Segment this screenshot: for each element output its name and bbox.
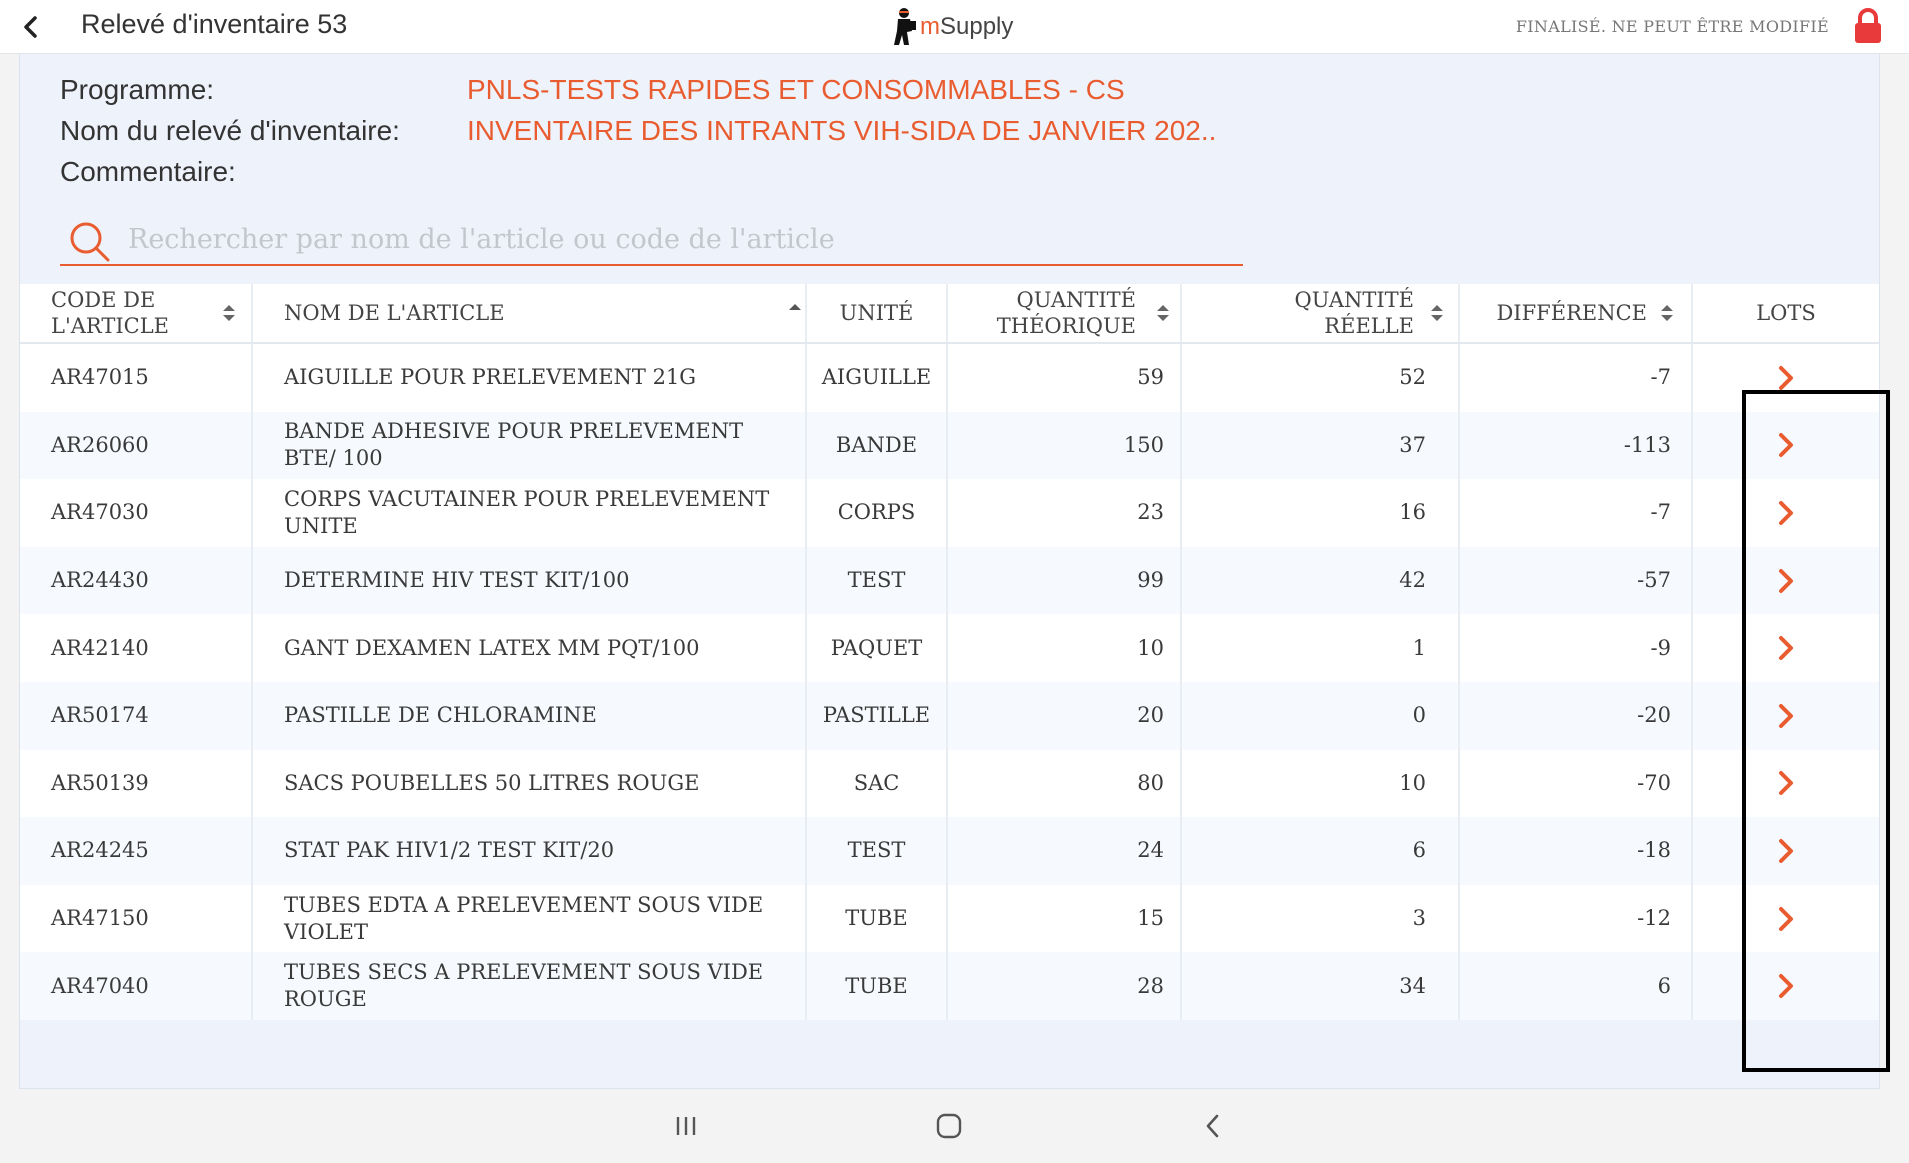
search-input[interactable] <box>126 218 1230 260</box>
lots-cell <box>1693 750 1879 818</box>
theoretical-quantity-cell <box>948 614 1182 682</box>
table-row[interactable] <box>20 614 1879 682</box>
actual-quantity: 10 <box>1399 770 1426 795</box>
sort-icon <box>1430 302 1444 324</box>
programme-value: PNLS-TESTS RAPIDES ET CONSOMMABLES - CS <box>467 74 1125 105</box>
sort-icon <box>1156 302 1170 324</box>
lots-cell <box>1693 479 1879 547</box>
column-header-theoretical-qty-label: QUANTITÉ THÉORIQUE <box>996 288 1136 338</box>
column-header-actual-qty-label: QUANTITÉ RÉELLE <box>1294 288 1414 338</box>
column-header-code[interactable] <box>20 284 253 342</box>
actual-quantity-cell <box>1182 479 1460 547</box>
recent-apps-button[interactable] <box>666 1108 706 1144</box>
table-row[interactable] <box>20 547 1879 615</box>
theoretical-quantity-cell <box>948 750 1182 818</box>
back-icon <box>1204 1113 1222 1139</box>
theoretical-quantity: 150 <box>1123 432 1164 457</box>
item-unit: TEST <box>847 568 906 593</box>
table-row[interactable] <box>20 817 1879 885</box>
item-name: DETERMINE HIV TEST KIT/100 <box>284 568 630 593</box>
msupply-figure-icon <box>890 7 918 47</box>
actual-quantity-cell <box>1182 412 1460 480</box>
item-name-cell <box>253 750 807 818</box>
column-header-name-label: NOM DE L'ARTICLE <box>284 301 505 325</box>
chevron-right-icon <box>1777 703 1795 729</box>
item-code-cell <box>20 682 253 750</box>
item-name-cell <box>253 479 807 547</box>
item-code-cell <box>20 817 253 885</box>
search-icon <box>68 220 112 264</box>
stocktake-name-value: INVENTAIRE DES INTRANTS VIH-SIDA DE JANVIER 202.. <box>467 115 1217 146</box>
item-unit: SAC <box>853 770 900 795</box>
difference-cell <box>1460 479 1693 547</box>
open-lots-button[interactable] <box>1771 363 1801 393</box>
actual-quantity-cell <box>1182 682 1460 750</box>
theoretical-quantity: 24 <box>1137 838 1164 863</box>
item-unit: TEST <box>847 838 906 863</box>
theoretical-quantity: 23 <box>1137 500 1164 525</box>
item-name-cell <box>253 412 807 480</box>
theoretical-quantity: 20 <box>1137 703 1164 728</box>
chevron-right-icon <box>1777 635 1795 661</box>
item-name-cell <box>253 614 807 682</box>
open-lots-button[interactable] <box>1771 430 1801 460</box>
theoretical-quantity-cell <box>948 412 1182 480</box>
difference: -7 <box>1650 365 1671 390</box>
item-code: AR47040 <box>51 973 149 998</box>
item-code-cell <box>20 479 253 547</box>
actual-quantity: 42 <box>1399 568 1426 593</box>
chevron-right-icon <box>1777 838 1795 864</box>
item-name: SACS POUBELLES 50 LITRES ROUGE <box>284 770 700 795</box>
theoretical-quantity-cell <box>948 885 1182 953</box>
open-lots-button[interactable] <box>1771 836 1801 866</box>
item-code: AR24430 <box>51 568 149 593</box>
item-name-cell <box>253 885 807 953</box>
theoretical-quantity: 80 <box>1137 770 1164 795</box>
actual-quantity: 6 <box>1412 838 1426 863</box>
item-code-cell <box>20 412 253 480</box>
item-name-cell <box>253 817 807 885</box>
theoretical-quantity-cell <box>948 547 1182 615</box>
actual-quantity-cell <box>1182 547 1460 615</box>
theoretical-quantity-cell <box>948 682 1182 750</box>
column-header-unit-label: UNITÉ <box>839 301 914 325</box>
open-lots-button[interactable] <box>1771 701 1801 731</box>
lots-cell <box>1693 952 1879 1020</box>
difference-cell <box>1460 547 1693 615</box>
actual-quantity-cell <box>1182 614 1460 682</box>
table-row[interactable] <box>20 479 1879 547</box>
item-name: STAT PAK HIV1/2 TEST KIT/20 <box>284 838 615 863</box>
table-row[interactable] <box>20 885 1879 953</box>
difference-cell <box>1460 412 1693 480</box>
column-header-difference[interactable] <box>1460 284 1693 342</box>
lots-cell <box>1693 817 1879 885</box>
chevron-right-icon <box>1777 568 1795 594</box>
system-back-button[interactable] <box>1193 1108 1233 1144</box>
item-code: AR47030 <box>51 500 149 525</box>
items-table <box>20 284 1879 1020</box>
difference-cell <box>1460 885 1693 953</box>
chevron-right-icon <box>1777 500 1795 526</box>
item-unit: AIGUILLE <box>821 365 932 390</box>
page-title: Relevé d'inventaire 53 <box>81 9 348 39</box>
item-unit-cell <box>807 682 948 750</box>
actual-quantity: 52 <box>1399 365 1426 390</box>
item-unit-cell <box>807 412 948 480</box>
item-unit: CORPS <box>837 500 916 525</box>
difference: -12 <box>1637 906 1671 931</box>
actual-quantity-cell <box>1182 817 1460 885</box>
column-header-lots <box>1693 284 1879 342</box>
table-row[interactable] <box>20 682 1879 750</box>
item-name: AIGUILLE POUR PRELEVEMENT 21G <box>284 365 697 390</box>
chevron-right-icon <box>1777 365 1795 391</box>
theoretical-quantity: 28 <box>1137 973 1164 998</box>
lots-cell <box>1693 344 1879 412</box>
difference-cell <box>1460 750 1693 818</box>
table-row[interactable] <box>20 750 1879 818</box>
item-name-cell <box>253 547 807 615</box>
actual-quantity: 16 <box>1399 500 1426 525</box>
item-unit-cell <box>807 817 948 885</box>
difference: 6 <box>1657 973 1671 998</box>
item-code: AR47150 <box>51 906 149 931</box>
lots-cell <box>1693 412 1879 480</box>
difference: -20 <box>1637 703 1671 728</box>
sort-icon <box>1660 302 1674 324</box>
item-unit: TUBE <box>845 906 908 931</box>
difference: -18 <box>1637 838 1671 863</box>
chevron-right-icon <box>1777 906 1795 932</box>
item-unit: TUBE <box>845 973 908 998</box>
actual-quantity: 37 <box>1399 432 1426 457</box>
theoretical-quantity-cell <box>948 817 1182 885</box>
open-lots-button[interactable] <box>1771 768 1801 798</box>
item-name: BANDE ADHESIVE POUR PRELEVEMENT BTE/ 100 <box>284 419 744 471</box>
item-unit-cell <box>807 885 948 953</box>
item-name: GANT DEXAMEN LATEX MM PQT/100 <box>284 635 700 660</box>
item-unit: PAQUET <box>830 635 923 660</box>
difference: -113 <box>1623 432 1671 457</box>
item-code: AR47015 <box>51 365 149 390</box>
chevron-right-icon <box>1777 973 1795 999</box>
theoretical-quantity: 59 <box>1137 365 1164 390</box>
lots-cell <box>1693 547 1879 615</box>
column-header-lots-label: LOTS <box>1756 301 1816 325</box>
table-row[interactable] <box>20 952 1879 1020</box>
search-bar[interactable] <box>60 212 1243 266</box>
item-unit: PASTILLE <box>822 703 931 728</box>
table-body <box>20 344 1879 1020</box>
home-icon <box>936 1113 962 1139</box>
logo-text: mSupply <box>920 13 1014 40</box>
column-header-unit <box>807 284 948 342</box>
item-name: PASTILLE DE CHLORAMINE <box>284 703 597 728</box>
column-header-difference-label: DIFFÉRENCE <box>1496 301 1647 325</box>
item-code: AR50174 <box>51 703 149 728</box>
item-unit-cell <box>807 479 948 547</box>
table-row[interactable] <box>20 412 1879 480</box>
item-name-cell <box>253 344 807 412</box>
item-unit: BANDE <box>835 432 918 457</box>
item-code-cell <box>20 750 253 818</box>
item-code: AR50139 <box>51 770 149 795</box>
actual-quantity-cell <box>1182 952 1460 1020</box>
difference-cell <box>1460 952 1693 1020</box>
column-header-theoretical-qty[interactable] <box>948 284 1182 342</box>
item-code-cell <box>20 885 253 953</box>
actual-quantity: 0 <box>1412 703 1426 728</box>
programme-label: Programme: <box>60 74 215 105</box>
theoretical-quantity: 10 <box>1137 635 1164 660</box>
difference-cell <box>1460 614 1693 682</box>
open-lots-button[interactable] <box>1771 633 1801 663</box>
item-code-cell <box>20 952 253 1020</box>
theoretical-quantity-cell <box>948 479 1182 547</box>
item-code: AR24245 <box>51 838 149 863</box>
theoretical-quantity-cell <box>948 344 1182 412</box>
actual-quantity-cell <box>1182 344 1460 412</box>
item-name: TUBES EDTA A PRELEVEMENT SOUS VIDE VIOLET <box>284 892 764 944</box>
table-row[interactable] <box>20 344 1879 412</box>
system-navigation-bar <box>0 1090 1909 1163</box>
stocktake-panel <box>19 54 1880 1089</box>
open-lots-button[interactable] <box>1771 498 1801 528</box>
difference-cell <box>1460 817 1693 885</box>
open-lots-button[interactable] <box>1771 904 1801 934</box>
comment-label: Commentaire: <box>60 156 236 187</box>
difference: -9 <box>1650 635 1671 660</box>
item-unit-cell <box>807 547 948 615</box>
recent-apps-icon <box>674 1115 698 1137</box>
lots-cell <box>1693 614 1879 682</box>
back-button[interactable] <box>14 10 48 44</box>
actual-quantity-cell <box>1182 750 1460 818</box>
item-code: AR42140 <box>51 635 149 660</box>
item-unit-cell <box>807 344 948 412</box>
difference: -70 <box>1637 770 1671 795</box>
lots-cell <box>1693 885 1879 953</box>
item-unit-cell <box>807 952 948 1020</box>
difference: -57 <box>1637 568 1671 593</box>
actual-quantity: 3 <box>1412 906 1426 931</box>
column-header-actual-qty[interactable] <box>1182 284 1460 342</box>
open-lots-button[interactable] <box>1771 566 1801 596</box>
item-name-cell <box>253 952 807 1020</box>
item-name: CORPS VACUTAINER POUR PRELEVEMENT UNITE <box>284 486 770 538</box>
chevron-right-icon <box>1777 432 1795 458</box>
item-unit-cell <box>807 614 948 682</box>
item-name: TUBES SECS A PRELEVEMENT SOUS VIDE ROUGE <box>284 960 764 1012</box>
actual-quantity: 34 <box>1399 973 1426 998</box>
stocktake-name-label: Nom du relevé d'inventaire: <box>60 115 400 146</box>
item-code-cell <box>20 547 253 615</box>
home-button[interactable] <box>929 1108 969 1144</box>
chevron-left-icon <box>21 15 41 39</box>
item-code-cell <box>20 344 253 412</box>
open-lots-button[interactable] <box>1771 971 1801 1001</box>
theoretical-quantity-cell <box>948 952 1182 1020</box>
column-header-name[interactable] <box>253 284 807 342</box>
lock-icon <box>1851 8 1885 44</box>
table-header <box>20 284 1879 344</box>
theoretical-quantity: 15 <box>1137 906 1164 931</box>
difference-cell <box>1460 344 1693 412</box>
chevron-right-icon <box>1777 770 1795 796</box>
theoretical-quantity: 99 <box>1137 568 1164 593</box>
difference-cell <box>1460 682 1693 750</box>
column-header-code-label: CODE DE L'ARTICLE <box>51 288 169 338</box>
actual-quantity: 1 <box>1412 635 1426 660</box>
lots-cell <box>1693 682 1879 750</box>
item-unit-cell <box>807 750 948 818</box>
item-name-cell <box>253 682 807 750</box>
difference: -7 <box>1650 500 1671 525</box>
item-code-cell <box>20 614 253 682</box>
status-text: FINALISÉ. NE PEUT ÊTRE MODIFIÉ <box>1515 17 1829 36</box>
sort-icon <box>222 302 236 324</box>
sort-ascending-icon <box>788 298 802 320</box>
actual-quantity-cell <box>1182 885 1460 953</box>
msupply-logo <box>890 7 1013 47</box>
top-bar <box>0 0 1909 54</box>
item-code: AR26060 <box>51 432 149 457</box>
